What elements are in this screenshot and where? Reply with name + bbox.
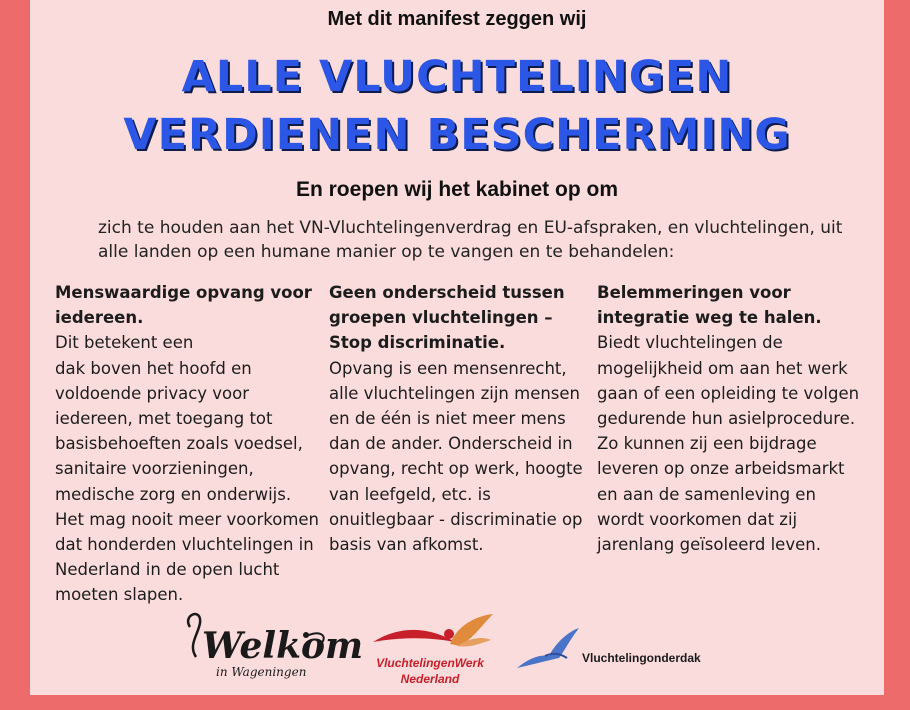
vluchtelingonderdak-logo: [515, 620, 745, 680]
vluchtelingonderdak-name: Vluchtelingonderdak: [582, 651, 701, 665]
bird-icon: [515, 624, 581, 674]
vluchtelingenwerk-flame-icon: [365, 612, 495, 657]
lead-paragraph: zich te houden aan het VN-Vluchtelingenverdrag en EU-afspraken, en vluchtelingen, uit alle landen op een humane manier op te vangen en te behandelen:: [98, 218, 843, 262]
headline-line-1: ALLE VLUCHTELINGEN: [181, 52, 733, 102]
demand-body: Dit betekent een dak boven het hoofd en voldoende privacy voor iedereen, met toegang tot basisbehoeften zoals voedsel, sanitaire voorzieningen, medische zorg en onderwijs. Het mag nooit meer voorkomen dat honderden vluchtelingen in Nederland in de open lucht moeten slapen.: [55, 333, 320, 605]
welkom-subtitle: in Wageningen: [216, 665, 307, 679]
demand-heading: Geen onderscheid tussen groepen vluchtelingen – Stop discriminatie.: [329, 283, 565, 353]
manifest-panel: [30, 0, 884, 695]
welkom-wageningen-logo: [180, 605, 364, 685]
demand-body: Biedt vluchtelingen de mogelijkheid om aan het werk gaan of een opleiding te volgen gedurende hun asielprocedure. Zo kunnen zij een bijdrage leveren op onze arbeidsmarkt en aan de samenleving en wordt voorkomen dat zij jarenlang geïsoleerd leven.: [597, 333, 860, 555]
intro-text: Met dit manifest zeggen wij: [327, 8, 587, 30]
demand-column-3: [597, 280, 867, 557]
headline-line-2: VERDIENEN BESCHERMING: [123, 110, 791, 160]
demand-column-1: [55, 280, 320, 608]
call-to-action: En roepen wij het kabinet op om: [295, 178, 619, 201]
demand-heading: Menswaardige opvang voor iedereen.: [55, 283, 312, 328]
vluchtelingenwerk-logo: [365, 612, 495, 692]
vluchtelingenwerk-country: Nederland: [400, 672, 460, 686]
demand-body: Opvang is een mensenrecht, alle vluchtelingen zijn mensen en de één is niet meer mens dan de ander. Onderscheid in opvang, recht op werk, hoogte van leefgeld, etc. is onuitlegbaar - discriminatie op basis van afkomst.: [329, 358, 583, 555]
vluchtelingenwerk-name: VluchtelingenWerk: [376, 656, 484, 670]
demand-heading: Belemmeringen voor integratie weg te halen.: [597, 283, 822, 328]
welkom-title: Welkom: [202, 625, 364, 667]
demand-column-2: [329, 280, 591, 557]
